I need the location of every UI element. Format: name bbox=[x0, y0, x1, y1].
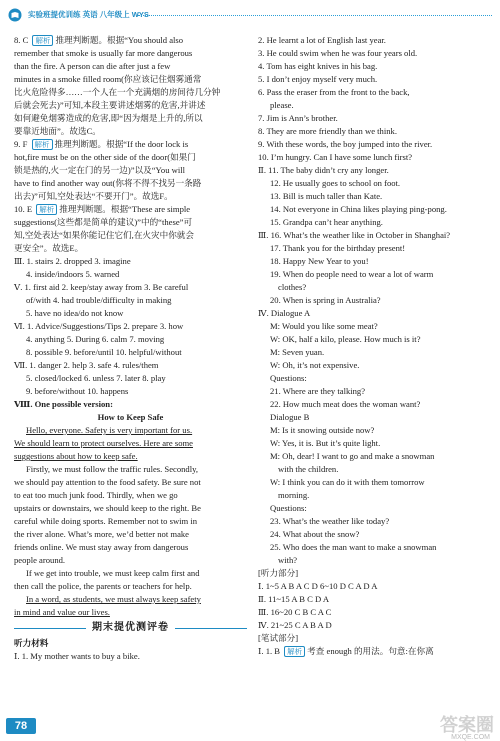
line-text: M: Oh, dear! I want to go and make a snowman bbox=[270, 451, 435, 461]
line-text: Ⅲ. 1. stairs 2. dropped 3. imagine bbox=[14, 256, 131, 266]
analysis-tag: 解析 bbox=[36, 204, 57, 215]
right-line bbox=[258, 281, 492, 294]
right-line bbox=[258, 60, 492, 73]
line-text: 8. possible 9. before/until 10. helpful/without bbox=[26, 347, 182, 357]
watermark-logo: 答案圈 bbox=[440, 715, 494, 735]
right-line bbox=[258, 476, 492, 489]
line-text: Ⅷ. One possible version: bbox=[14, 399, 113, 409]
left-line bbox=[14, 125, 247, 138]
line-text: 如何避免烟雾造成的危害,即“因为烟是上升的,所以 bbox=[14, 113, 203, 123]
line-text: hot,fire must be on the other side of the door(如果门 bbox=[14, 152, 196, 162]
line-text: Ⅰ. 1~5 A B A C D 6~10 D C A D A bbox=[258, 581, 378, 591]
line-text: 4. anything 5. During 6. calm 7. moving bbox=[26, 334, 165, 344]
line-text: of/with 4. had trouble/difficulty in making bbox=[26, 295, 172, 305]
line-text: Hello, everyone. Safety is very important for us. bbox=[26, 425, 193, 435]
right-line bbox=[258, 294, 492, 307]
right-line bbox=[258, 203, 492, 216]
line-text: [笔试部分] bbox=[258, 633, 299, 643]
line-text: M: Seven yuan. bbox=[270, 347, 325, 357]
line-text: 8. C bbox=[14, 35, 31, 45]
left-line bbox=[14, 86, 247, 99]
line-text: 20. When is spring in Australia? bbox=[270, 295, 381, 305]
line-text: 9. With these words, the boy jumped into the river. bbox=[258, 139, 433, 149]
left-line bbox=[14, 177, 247, 190]
left-line bbox=[14, 567, 247, 580]
right-line bbox=[258, 359, 492, 372]
right-line bbox=[258, 528, 492, 541]
line-text: with the children. bbox=[278, 464, 339, 474]
right-line bbox=[258, 164, 492, 177]
line-text-rest: 推理判断题。根据“These are simple bbox=[59, 204, 191, 214]
line-text: people around. bbox=[14, 555, 66, 565]
line-text: Ⅱ. 11~15 A B C D A bbox=[258, 594, 330, 604]
line-text: 知,空处表达“如果你能记住它们,在火灾中你就会 bbox=[14, 230, 194, 240]
right-line bbox=[258, 138, 492, 151]
line-text: 后就会死去)”可知,本段主要讲述烟雾的危害,并讲述 bbox=[14, 100, 206, 110]
left-line bbox=[14, 281, 247, 294]
analysis-tag: 解析 bbox=[32, 139, 53, 150]
line-text: W: OK, half a kilo, please. How much is it? bbox=[270, 334, 421, 344]
line-text: have to find another way out(你将不得不找另一条路 bbox=[14, 178, 202, 188]
right-line bbox=[258, 632, 492, 645]
right-line bbox=[258, 177, 492, 190]
left-line bbox=[14, 398, 247, 411]
left-line bbox=[14, 528, 247, 541]
right-column bbox=[258, 34, 492, 658]
line-text: 更安全”。故选E。 bbox=[14, 243, 84, 253]
right-line bbox=[258, 398, 492, 411]
left-line bbox=[14, 424, 247, 437]
right-line bbox=[258, 489, 492, 502]
line-text: the river alone. What’s more, we’d better not make bbox=[14, 529, 189, 539]
line-text: friends online. We must stay away from dangerous bbox=[14, 542, 189, 552]
left-line bbox=[14, 372, 247, 385]
left-line bbox=[14, 463, 247, 476]
left-line bbox=[14, 541, 247, 554]
line-text: 锁是热的,火一定在门的另一边)”以及“You will bbox=[14, 165, 186, 175]
left-tail-line: Ⅰ. 1. My mother wants to buy a bike. bbox=[14, 651, 140, 661]
right-line bbox=[258, 541, 492, 554]
line-text: Ⅵ. 1. Advice/Suggestions/Tips 2. prepare 3. how bbox=[14, 321, 184, 331]
left-line bbox=[14, 151, 247, 164]
right-line bbox=[258, 307, 492, 320]
section-title-text: 期末提优测评卷 bbox=[86, 622, 175, 633]
left-line bbox=[14, 554, 247, 567]
left-line bbox=[14, 320, 247, 333]
line-text: 19. When do people need to wear a lot of warm bbox=[270, 269, 434, 279]
left-line bbox=[14, 190, 247, 203]
line-text: 比火危险得多……一个人在一个充满烟的房间待几分钟 bbox=[14, 87, 221, 97]
left-line bbox=[14, 437, 247, 450]
left-line bbox=[14, 502, 247, 515]
line-text: 出去)”可知,空处表达“不要开门”。故选F。 bbox=[14, 191, 173, 201]
right-line bbox=[258, 112, 492, 125]
line-text: 3. He could swim when he was four years old. bbox=[258, 48, 418, 58]
line-text: 24. What about the snow? bbox=[270, 529, 360, 539]
line-text: 22. How much meat does the woman want? bbox=[270, 399, 421, 409]
right-line bbox=[258, 437, 492, 450]
line-text: Ⅱ. 11. The baby didn’t cry any longer. bbox=[258, 165, 389, 175]
left-line bbox=[14, 489, 247, 502]
right-line bbox=[258, 593, 492, 606]
right-line bbox=[258, 151, 492, 164]
line-text: Ⅳ. Dialogue A bbox=[258, 308, 311, 318]
right-line bbox=[258, 372, 492, 385]
analysis-tag: 解析 bbox=[284, 646, 305, 657]
left-line bbox=[14, 476, 247, 489]
header-rule bbox=[138, 15, 492, 16]
left-line bbox=[14, 99, 247, 112]
right-line bbox=[258, 502, 492, 515]
left-line bbox=[14, 346, 247, 359]
left-line bbox=[14, 359, 247, 372]
left-line bbox=[14, 34, 247, 47]
line-text: W: Yes, it is. But it’s quite light. bbox=[270, 438, 381, 448]
right-line bbox=[258, 606, 492, 619]
right-line bbox=[258, 216, 492, 229]
left-line bbox=[14, 229, 247, 242]
left-line bbox=[14, 294, 247, 307]
line-text: to eat too much junk food. Thirdly, when we go bbox=[14, 490, 178, 500]
right-line bbox=[258, 346, 492, 359]
line-text: W: Oh, it’s not expensive. bbox=[270, 360, 360, 370]
right-line bbox=[258, 385, 492, 398]
left-line bbox=[14, 268, 247, 281]
left-line bbox=[14, 580, 247, 593]
line-text: morning. bbox=[278, 490, 310, 500]
analysis-tag: 解析 bbox=[32, 35, 53, 46]
right-line bbox=[258, 190, 492, 203]
line-text: M: Would you like some meat? bbox=[270, 321, 378, 331]
line-text-rest: 考查 enough 的用法。句意:在你离 bbox=[307, 646, 434, 656]
left-line bbox=[14, 450, 247, 463]
line-text: M: Is it snowing outside now? bbox=[270, 425, 375, 435]
line-text: We should learn to protect ourselves. Here are some bbox=[14, 438, 193, 448]
line-text: Firstly, we must follow the traffic rules. Secondly, bbox=[26, 464, 199, 474]
line-text: suggestions about how to keep safe. bbox=[14, 451, 138, 461]
line-text: 12. He usually goes to school on foot. bbox=[270, 178, 401, 188]
right-line bbox=[258, 619, 492, 632]
right-line bbox=[258, 424, 492, 437]
right-line bbox=[258, 554, 492, 567]
left-line bbox=[14, 606, 247, 619]
line-text: 5. have no idea/do not know bbox=[26, 308, 124, 318]
right-line bbox=[258, 645, 492, 658]
right-line bbox=[258, 86, 492, 99]
right-line bbox=[258, 450, 492, 463]
line-text: then call the police, the parents or teachers for help. bbox=[14, 581, 192, 591]
right-line bbox=[258, 411, 492, 424]
left-line bbox=[14, 47, 247, 60]
line-text: we should pay attention to the food safety. Be sure not bbox=[14, 477, 201, 487]
line-text: 14. Not everyone in China likes playing ping-pong. bbox=[270, 204, 447, 214]
line-text: careful while doing sports. Remember not to swim in bbox=[14, 516, 198, 526]
right-line bbox=[258, 34, 492, 47]
line-text: 4. inside/indoors 5. warned bbox=[26, 269, 120, 279]
line-text: 10. E bbox=[14, 204, 35, 214]
line-text: How to Keep Safe bbox=[97, 412, 164, 422]
line-text: 18. Happy New Year to you! bbox=[270, 256, 369, 266]
line-text: remember that smoke is usually far more dangerous bbox=[14, 48, 193, 58]
left-line bbox=[14, 138, 247, 151]
line-text: minutes in a smoke filled room(你应该记住烟雾通常 bbox=[14, 74, 202, 84]
left-line bbox=[14, 164, 247, 177]
left-line bbox=[14, 515, 247, 528]
line-text: in mind and value our lives. bbox=[14, 607, 110, 617]
line-text: 6. Pass the eraser from the front to the back, bbox=[258, 87, 410, 97]
line-text: clothes? bbox=[278, 282, 307, 292]
left-line bbox=[14, 73, 247, 86]
left-line bbox=[14, 203, 247, 216]
line-text-rest: 推理判断题。根据“You should also bbox=[55, 35, 184, 45]
line-text: 13. Bill is much taller than Kate. bbox=[270, 191, 383, 201]
line-text: please. bbox=[270, 100, 294, 110]
line-text: than the fire. A person can die after just a few bbox=[14, 61, 171, 71]
line-text-rest: 推理判断题。根据“If the door lock is bbox=[54, 139, 189, 149]
line-text: Questions: bbox=[270, 373, 307, 383]
page-header bbox=[8, 6, 492, 26]
line-text: upstairs or downstairs, we should keep to the right. Be bbox=[14, 503, 201, 513]
line-text: 9. F bbox=[14, 139, 30, 149]
line-text: 17. Thank you for the birthday present! bbox=[270, 243, 406, 253]
book-logo-icon bbox=[8, 8, 22, 22]
header-title: 实验班提优训练 英语 八年级上 WYS bbox=[28, 10, 149, 19]
left-line bbox=[14, 307, 247, 320]
line-text: 15. Grandpa can’t hear anything. bbox=[270, 217, 383, 227]
right-line bbox=[258, 580, 492, 593]
right-line bbox=[258, 463, 492, 476]
line-text: If we get into trouble, we must keep calm first and bbox=[26, 568, 200, 578]
left-line bbox=[14, 60, 247, 73]
line-text: 10. I’m hungry. Can I have some lunch first? bbox=[258, 152, 413, 162]
line-text: 23. What’s the weather like today? bbox=[270, 516, 390, 526]
line-text: 5. I don’t enjoy myself very much. bbox=[258, 74, 378, 84]
line-text: 4. Tom has eight knives in his bag. bbox=[258, 61, 378, 71]
left-column bbox=[14, 34, 247, 663]
right-line bbox=[258, 333, 492, 346]
right-line bbox=[258, 268, 492, 281]
line-text: suggestions(这些都是简单的建议)”中的“these”可 bbox=[14, 217, 193, 227]
line-text: W: I think you can do it with them tomorrow bbox=[270, 477, 425, 487]
line-text: Ⅲ. 16~20 C B C A C bbox=[258, 607, 332, 617]
left-line bbox=[14, 385, 247, 398]
line-text: 8. They are more friendly than we think. bbox=[258, 126, 397, 136]
line-text: 9. before/without 10. happens bbox=[26, 386, 129, 396]
line-text: Dialogue B bbox=[270, 412, 310, 422]
left-line bbox=[14, 411, 247, 424]
line-text: Ⅰ. 1. B bbox=[258, 646, 283, 656]
right-line bbox=[258, 320, 492, 333]
line-text: [听力部分] bbox=[258, 568, 299, 578]
line-text: 要靠近地面”。故选C。 bbox=[14, 126, 101, 136]
right-line bbox=[258, 47, 492, 60]
right-line bbox=[258, 125, 492, 138]
line-text: Ⅲ. 16. What’s the weather like in October in Shanghai? bbox=[258, 230, 451, 240]
line-text: 2. He learnt a lot of English last year. bbox=[258, 35, 386, 45]
right-line bbox=[258, 255, 492, 268]
left-line bbox=[14, 333, 247, 346]
line-text: 7. Jim is Ann’s brother. bbox=[258, 113, 338, 123]
line-text: 25. Who does the man want to make a snowman bbox=[270, 542, 437, 552]
line-text: Ⅳ. 21~25 C A B A D bbox=[258, 620, 332, 630]
left-line bbox=[14, 216, 247, 229]
line-text: with? bbox=[278, 555, 298, 565]
page-number: 78 bbox=[6, 718, 36, 734]
left-line bbox=[14, 112, 247, 125]
line-text: 21. Where are they talking? bbox=[270, 386, 366, 396]
right-line bbox=[258, 99, 492, 112]
right-line bbox=[258, 515, 492, 528]
line-text: Ⅶ. 1. danger 2. help 3. safe 4. rules/them bbox=[14, 360, 159, 370]
left-line bbox=[14, 242, 247, 255]
line-text: 5. closed/locked 6. unless 7. later 8. play bbox=[26, 373, 166, 383]
listening-heading: 听力材料 bbox=[14, 638, 49, 648]
right-line bbox=[258, 242, 492, 255]
left-line bbox=[14, 593, 247, 606]
section-title bbox=[14, 621, 247, 635]
right-line bbox=[258, 73, 492, 86]
right-line bbox=[258, 229, 492, 242]
left-line bbox=[14, 255, 247, 268]
right-line bbox=[258, 567, 492, 580]
line-text: Ⅴ. 1. first aid 2. keep/stay away from 3. Be careful bbox=[14, 282, 189, 292]
line-text: In a word, as students, we must always keep safety bbox=[26, 594, 201, 604]
line-text: Questions: bbox=[270, 503, 307, 513]
watermark-url: MXQE.COM bbox=[451, 734, 490, 741]
